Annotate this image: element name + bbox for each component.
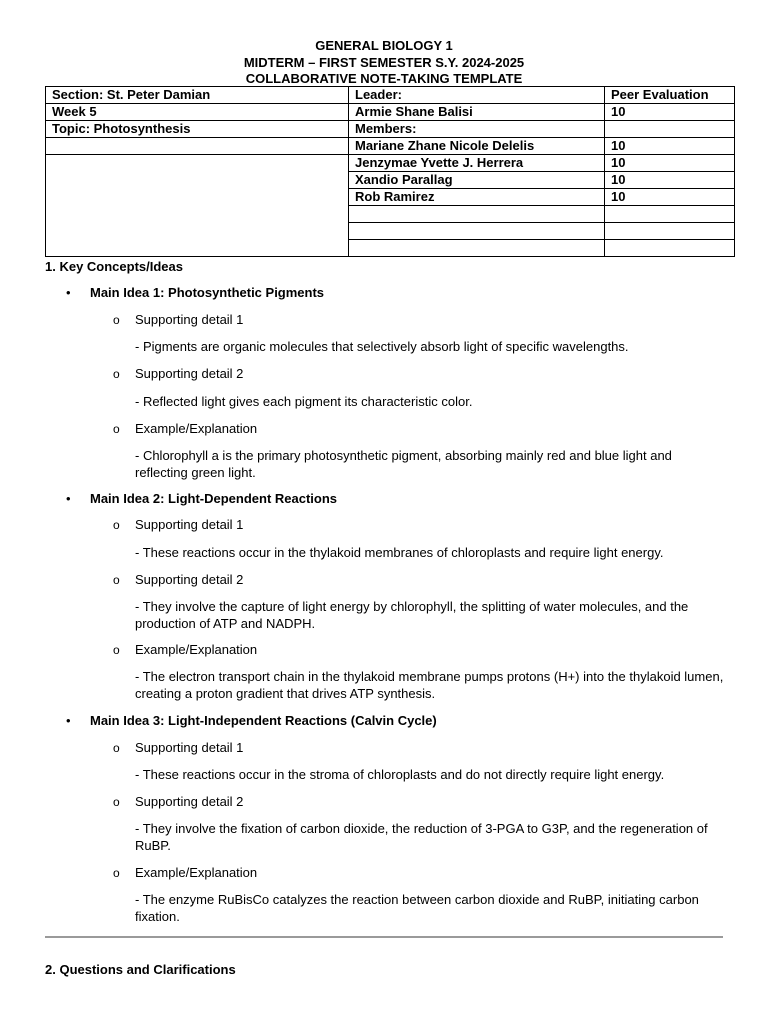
members-label-cell: Members: [349, 121, 605, 138]
supporting-detail-label: Supporting detail 1 [135, 517, 244, 532]
blank-merged-cell [46, 155, 349, 257]
supporting-detail-label: Supporting detail 2 [135, 572, 244, 587]
sub-bullet-icon: o [113, 795, 120, 809]
detail-text: - The enzyme RuBisCo catalyzes the reaction between carbon dioxide and RuBP, initiating carbon fixation. [135, 892, 699, 924]
sub-bullet-icon: o [113, 422, 120, 436]
example-label: Example/Explanation [135, 421, 258, 436]
section-divider [45, 936, 723, 938]
detail-text: - Reflected light gives each pigment its characteristic color. [135, 394, 473, 409]
bullet-icon: • [66, 285, 71, 300]
main-idea-1-title: Main Idea 1: Photosynthetic Pigments [90, 285, 325, 300]
supporting-detail-label: Supporting detail 1 [135, 312, 244, 327]
sub-bullet-icon: o [113, 573, 120, 587]
detail-text: - These reactions occur in the stroma of chloroplasts and do not directly require light energy. [135, 767, 665, 782]
bullet-icon: • [66, 713, 71, 728]
group-info-table [45, 86, 735, 257]
sub-bullet-icon: o [113, 643, 120, 657]
leader-label-cell: Leader: [349, 87, 605, 104]
sub-bullet-icon: o [113, 741, 120, 755]
member-score-cell: 10 [605, 189, 735, 206]
member-name-cell: Xandio Parallag [349, 172, 605, 189]
empty-member-cell [349, 240, 605, 257]
detail-text: - They involve the fixation of carbon dioxide, the reduction of 3-PGA to G3P, and the regeneration of RuBP. [135, 821, 708, 853]
document-subtitle: MIDTERM – FIRST SEMESTER S.Y. 2024-2025 [243, 55, 525, 70]
week-cell: Week 5 [46, 104, 349, 121]
supporting-detail-label: Supporting detail 1 [135, 740, 244, 755]
sub-bullet-icon: o [113, 313, 120, 327]
empty-score-cell [605, 240, 735, 257]
example-label: Example/Explanation [135, 865, 258, 880]
leader-name-cell: Armie Shane Balisi [349, 104, 605, 121]
empty-score-cell [605, 223, 735, 240]
topic-cell: Topic: Photosynthesis [46, 121, 349, 138]
key-concepts-heading: 1. Key Concepts/Ideas [45, 259, 183, 274]
member-name-cell: Mariane Zhane Nicole Delelis [349, 138, 605, 155]
empty-member-cell [349, 223, 605, 240]
empty-score-cell [605, 206, 735, 223]
detail-text: - Chlorophyll a is the primary photosynthetic pigment, absorbing mainly red and blue light and reflecting green light. [135, 448, 672, 480]
questions-heading: 2. Questions and Clarifications [45, 962, 236, 977]
supporting-detail-label: Supporting detail 2 [135, 366, 244, 381]
members-score-blank [605, 121, 735, 138]
main-idea-3-title: Main Idea 3: Light-Independent Reactions (Calvin Cycle) [90, 713, 437, 728]
peer-evaluation-header: Peer Evaluation [605, 87, 735, 104]
example-label: Example/Explanation [135, 642, 258, 657]
sub-bullet-icon: o [113, 866, 120, 880]
member-name-cell: Rob Ramirez [349, 189, 605, 206]
member-score-cell: 10 [605, 172, 735, 189]
member-score-cell: 10 [605, 138, 735, 155]
leader-score-cell: 10 [605, 104, 735, 121]
detail-text: - These reactions occur in the thylakoid membranes of chloroplasts and require light energy. [135, 545, 664, 560]
detail-text: - The electron transport chain in the thylakoid membrane pumps protons (H+) into the thylakoid lumen, creating a proton gradient that drives ATP synthesis. [135, 669, 724, 701]
detail-text: - They involve the capture of light energy by chlorophyll, the splitting of water molecules, and the production of ATP and NADPH. [135, 599, 689, 631]
document-title: GENERAL BIOLOGY 1 [315, 38, 453, 53]
supporting-detail-label: Supporting detail 2 [135, 794, 244, 809]
bullet-icon: • [66, 491, 71, 506]
empty-member-cell [349, 206, 605, 223]
detail-text: - Pigments are organic molecules that selectively absorb light of specific wavelengths. [135, 339, 629, 354]
member-name-cell: Jenzymae Yvette J. Herrera [349, 155, 605, 172]
member-score-cell: 10 [605, 155, 735, 172]
blank-cell [46, 138, 349, 155]
main-idea-2-title: Main Idea 2: Light-Dependent Reactions [90, 491, 338, 506]
sub-bullet-icon: o [113, 367, 120, 381]
sub-bullet-icon: o [113, 518, 120, 532]
template-title: COLLABORATIVE NOTE-TAKING TEMPLATE [245, 71, 523, 86]
section-cell: Section: St. Peter Damian [46, 87, 349, 104]
